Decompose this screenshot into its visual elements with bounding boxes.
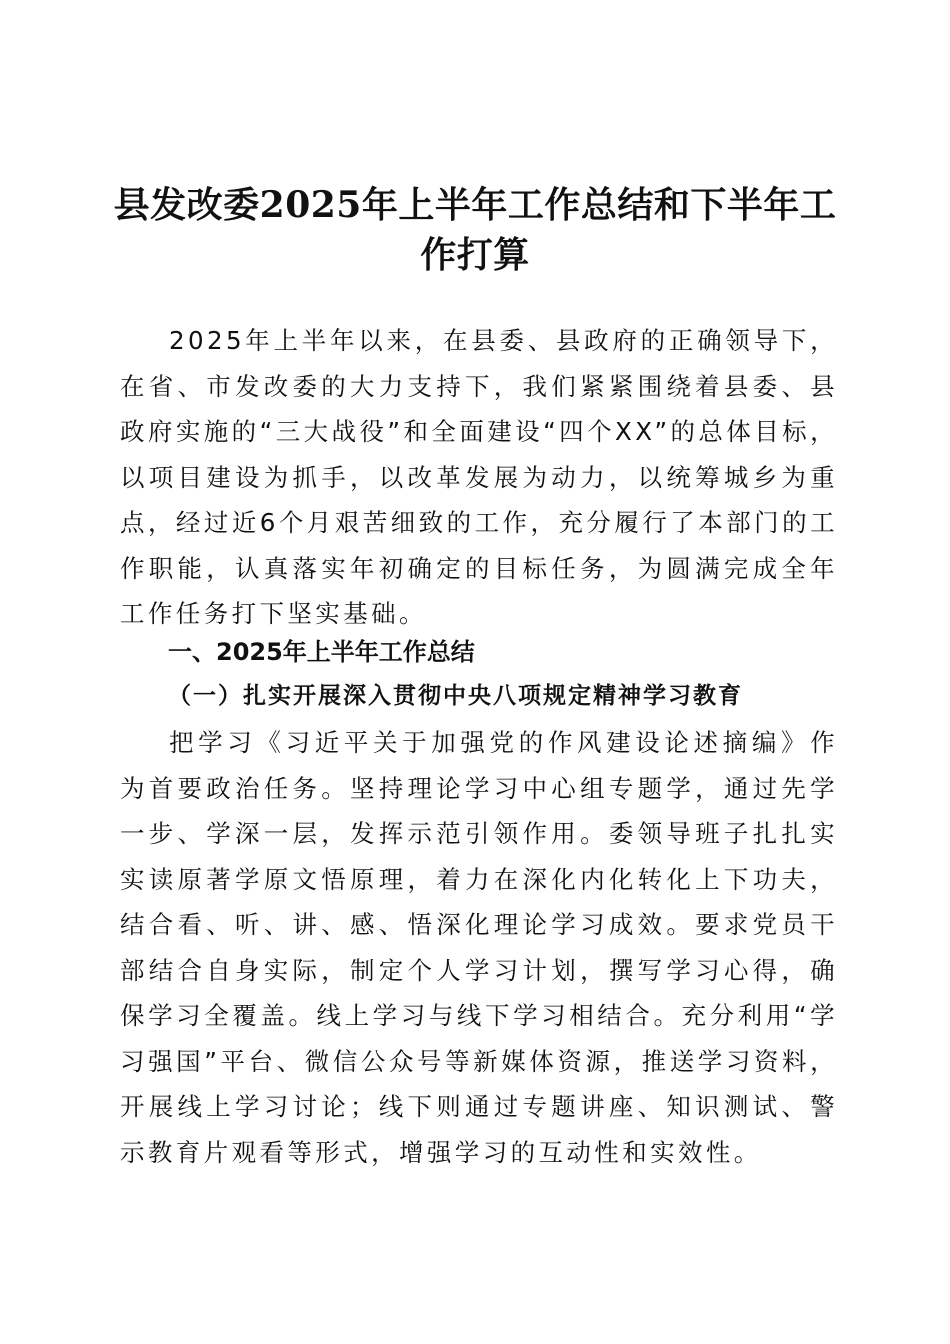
document-title: 县发改委2025年上半年工作总结和下半年工作打算 <box>113 184 837 276</box>
subsection-heading: （一）扎实开展深入贯彻中央八项规定精神学习教育 <box>168 683 743 709</box>
intro-paragraph: 2025年上半年以来，在县委、县政府的正确领导下，在省、市发改委的大力支持下，我们紧紧围绕着县委、县政府实施的“三大战役”和全面建设“四个XX”的总体目标，以项目建设为抓手，以改革发展为动力，以统筹城乡为重点，经过近6个月艰苦细致的工作，充分履行了本部门的工作职能，认真落实年初确定的目标任务，为圆满完成全年工作任务打下坚实基础。 <box>120 326 838 628</box>
section-heading: 一、2025年上半年工作总结 <box>168 638 475 666</box>
subsection-paragraph: 把学习《习近平关于加强党的作风建设论述摘编》作为首要政治任务。坚持理论学习中心组专题学，通过先学一步、学深一层，发挥示范引领作用。委领导班子扎扎实实读原著学原文悟原理，着力在深化内化转化上下功夫，结合看、听、讲、感、悟深化理论学习成效。要求党员干部结合自身实际，制定个人学习计划，撰写学习心得，确保学习全覆盖。线上学习与线下学习相结合。充分利用“学习强国”平台、微信公众号等新媒体资源，推送学习资料，开展线上学习讨论；线下则通过专题讲座、知识测试、警示教育片观看等形式，增强学习的互动性和实效性。 <box>120 728 838 1167</box>
